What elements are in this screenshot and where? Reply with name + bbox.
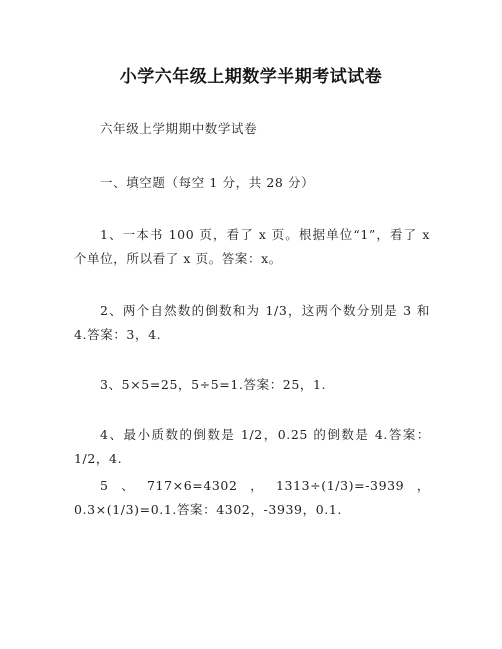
question-5: 5、717×6=4302，1313÷(1/3)=-3939，0.3×(1/3)=0.1.答案：4302，-3939，0.1. <box>74 478 430 517</box>
document-title: 小学六年级上期数学半期考试试卷 <box>119 67 383 87</box>
question-4: 4、最小质数的倒数是 1/2，0.25 的倒数是 4.答案：1/2，4. <box>74 427 430 466</box>
question-1: 1、一本书 100 页，看了 x 页。根据单位“1”，看了 x 个单位，所以看了 x 页。答案：x。 <box>74 227 430 266</box>
question-2: 2、两个自然数的倒数和为 1/3，这两个数分别是 3 和 4.答案：3，4. <box>74 303 430 342</box>
question-3: 3、5×5=25，5÷5=1.答案：25，1. <box>100 377 327 392</box>
section-heading: 一、填空题（每空 1 分，共 28 分） <box>100 175 315 190</box>
document-subtitle: 六年级上学期期中数学试卷 <box>100 121 258 136</box>
